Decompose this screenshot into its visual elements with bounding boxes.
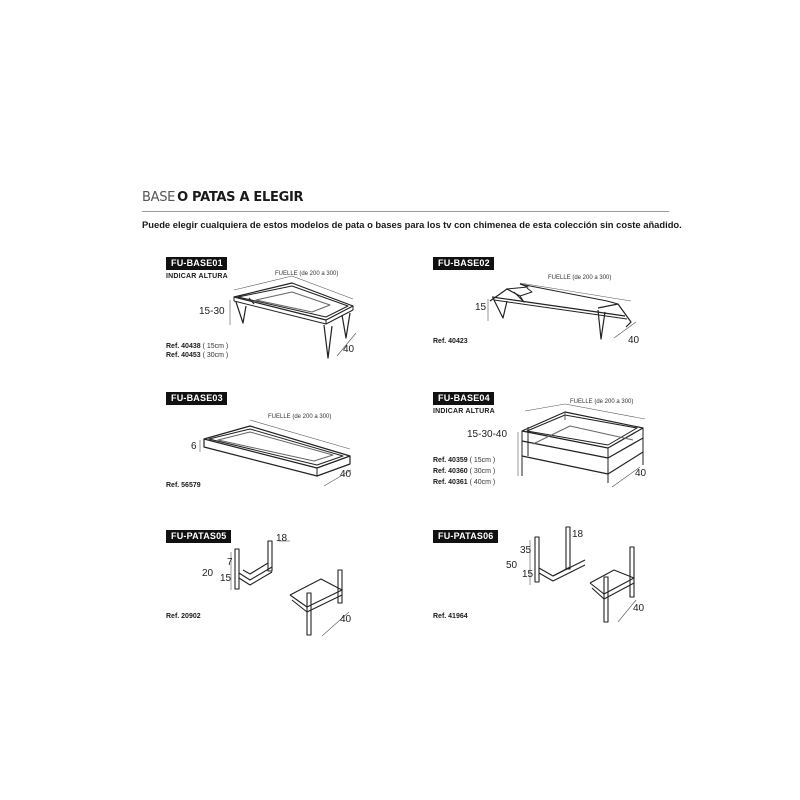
base03-fuelle: FUELLE (de 200 a 300) <box>268 414 332 420</box>
patas05-dim-upper: 7 <box>227 557 233 568</box>
base04-height: 15-30-40 <box>467 429 508 440</box>
base01-depth: 40 <box>343 344 355 355</box>
base01-ref-2: Ref. 40453 ( 30cm ) <box>166 352 229 359</box>
base04-note: INDICAR ALTURA <box>433 408 495 415</box>
base02-drawing <box>488 283 636 339</box>
base02-height: 15 <box>475 302 487 313</box>
patas06-label: FU-PATAS06 <box>433 530 498 543</box>
base01-label: FU-BASE01 <box>166 257 227 270</box>
patas06-drawing <box>530 527 636 622</box>
base02-ref-1: Ref. 40423 <box>433 338 468 345</box>
patas05-dim-top: 18 <box>276 533 288 544</box>
base04-ref-2: Ref. 40360 ( 30cm ) <box>433 468 496 475</box>
base03-depth: 40 <box>340 469 352 480</box>
patas06-dim-upper: 35 <box>520 545 532 556</box>
base04-fuelle: FUELLE (de 200 a 300) <box>570 399 634 405</box>
base03-label: FU-BASE03 <box>166 392 227 405</box>
patas05-dim-lower: 15 <box>220 573 232 584</box>
base04-ref-3: Ref. 40361 ( 40cm ) <box>433 479 496 486</box>
base02-fuelle: FUELLE (de 200 a 300) <box>548 275 612 281</box>
base02-label: FU-BASE02 <box>433 257 494 270</box>
base01-note: INDICAR ALTURA <box>166 273 228 280</box>
patas06-dim-top: 18 <box>572 529 584 540</box>
patas06-dim-depth: 40 <box>633 603 645 614</box>
base03-height: 6 <box>191 441 197 452</box>
base02-depth: 40 <box>628 335 640 346</box>
base03-drawing <box>200 420 351 486</box>
base01-height: 15-30 <box>199 306 225 317</box>
base01-drawing <box>230 276 356 358</box>
patas06-dim-total: 50 <box>506 560 518 571</box>
base04-depth: 40 <box>635 468 647 479</box>
base01-ref-1: Ref. 40438 ( 15cm ) <box>166 343 229 350</box>
patas05-dim-depth: 40 <box>340 614 352 625</box>
patas06-dim-lower: 15 <box>522 569 534 580</box>
patas05-drawing <box>231 541 352 636</box>
base03-ref-1: Ref. 56579 <box>166 482 201 489</box>
patas05-label: FU-PATAS05 <box>166 530 231 543</box>
base04-label: FU-BASE04 <box>433 392 494 405</box>
patas05-ref-1: Ref. 20902 <box>166 613 201 620</box>
base04-drawing <box>518 404 645 487</box>
title-bold: O PATAS A ELEGIR <box>177 190 304 205</box>
intro-text: Puede elegir cualquiera de estos modelos de pata o bases para los tv con chimenea de esta colección sin coste añadido. <box>142 219 682 230</box>
patas05-dim-total: 20 <box>202 568 214 579</box>
title-light: BASE <box>142 190 176 205</box>
patas06-ref-1: Ref. 41964 <box>433 613 468 620</box>
base04-ref-1: Ref. 40359 ( 15cm ) <box>433 457 496 464</box>
base01-fuelle: FUELLE (de 200 a 300) <box>275 271 339 277</box>
